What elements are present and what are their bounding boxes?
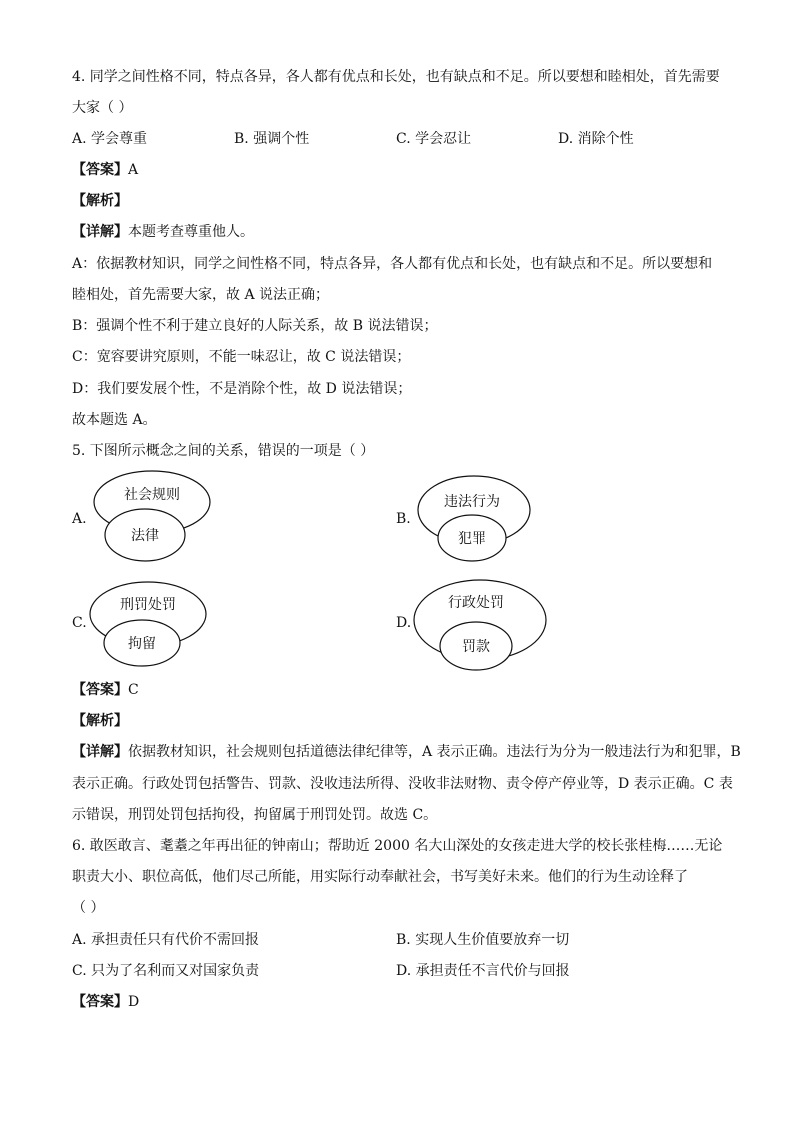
q6-option-c: C. 只为了名利而又对国家负责 <box>72 963 260 979</box>
q6-option-b: B. 实现人生价值要放弃一切 <box>396 932 570 948</box>
detail-text: 本题考查尊重他人。 <box>128 224 254 240</box>
answer-label: 【答案】 <box>72 162 128 178</box>
q4-analysis-line: 故本题选 A。 <box>72 412 157 428</box>
outer-label: 刑罚处罚 <box>120 597 176 613</box>
q5-diagram-b <box>412 472 542 568</box>
q5-diagram-c-letter: C. <box>72 615 87 631</box>
inner-label: 犯罪 <box>458 531 486 547</box>
q5-diagram-d-letter: D. <box>396 615 412 631</box>
answer-value: C <box>128 682 139 698</box>
q6-option-d: D. 承担责任不言代价与回报 <box>396 963 570 979</box>
detail-label: 【详解】 <box>72 744 128 760</box>
outer-label: 行政处罚 <box>448 595 504 611</box>
outer-label: 社会规则 <box>124 487 180 503</box>
answer-value: A <box>128 162 139 178</box>
q5-analysis-label: 【解析】 <box>72 713 128 729</box>
q6-stem-line1: 6. 敢医敢言、耄耋之年再出征的钟南山；帮助近 2000 名大山深处的女孩走进大学的校长张桂梅……无论 <box>72 838 723 854</box>
inner-label: 罚款 <box>462 639 490 655</box>
q5-stem: 5. 下图所示概念之间的关系，错误的一项是（ ） <box>72 443 375 459</box>
q4-analysis-label: 【解析】 <box>72 193 128 209</box>
detail-label: 【详解】 <box>72 224 128 240</box>
q4-analysis-line: C：宽容要讲究原则，不能一味忍让，故 C 说法错误； <box>72 349 411 365</box>
q4-analysis-line: 睦相处，首先需要大家，故 A 说法正确； <box>72 287 330 303</box>
q4-detail <box>72 223 254 241</box>
detail-text: 依据教材知识，社会规则包括道德法律纪律等，A 表示正确。违法行为分为一般违法行为和犯罪，B <box>128 744 741 760</box>
outer-label: 违法行为 <box>444 494 500 510</box>
q4-answer <box>72 161 138 179</box>
q5-detail-line2: 表示正确。行政处罚包括警告、罚款、没收违法所得、没收非法财物、责令停产停业等，D 表示正确。C 表 <box>72 776 733 792</box>
q5-detail-line3: 示错误，刑罚处罚包括拘役，拘留属于刑罚处罚。故选 C。 <box>72 807 438 823</box>
q6-answer <box>72 993 139 1011</box>
inner-label: 法律 <box>131 528 159 544</box>
q5-diagram-a <box>90 468 220 568</box>
q5-diagram-c <box>88 578 218 674</box>
answer-label: 【答案】 <box>72 682 128 698</box>
q4-option-a: A. 学会尊重 <box>72 131 148 147</box>
q4-stem-line1: 4. 同学之间性格不同，特点各异，各人都有优点和长处，也有缺点和不足。所以要想和睦相处，首先需要 <box>72 69 720 85</box>
q4-analysis-line: D：我们要发展个性，不是消除个性，故 D 说法错误； <box>72 381 412 397</box>
q4-analysis-line: B：强调个性不利于建立良好的人际关系，故 B 说法错误； <box>72 318 438 334</box>
answer-label: 【答案】 <box>72 994 128 1010</box>
q4-option-c: C. 学会忍让 <box>396 131 472 147</box>
q4-option-b: B. 强调个性 <box>234 131 310 147</box>
q4-option-d: D. 消除个性 <box>558 131 634 147</box>
q5-diagram-d <box>412 576 552 676</box>
q5-detail-line1 <box>72 743 741 761</box>
q5-diagram-a-letter: A. <box>72 511 87 527</box>
q4-analysis-line: A：依据教材知识，同学之间性格不同，特点各异，各人都有优点和长处，也有缺点和不足。所以要想和 <box>72 256 713 272</box>
q6-stem-line3: （ ） <box>72 900 105 916</box>
answer-value: D <box>128 994 140 1010</box>
inner-label: 拘留 <box>128 636 156 652</box>
q5-diagram-b-letter: B. <box>396 511 411 527</box>
q6-option-a: A. 承担责任只有代价不需回报 <box>72 932 260 948</box>
q5-answer <box>72 681 139 699</box>
q4-stem-line2: 大家（ ） <box>72 100 133 116</box>
q6-stem-line2: 职责大小、职位高低，他们尽己所能，用实际行动奉献社会，书写美好未来。他们的行为生动诠释了 <box>72 869 688 885</box>
